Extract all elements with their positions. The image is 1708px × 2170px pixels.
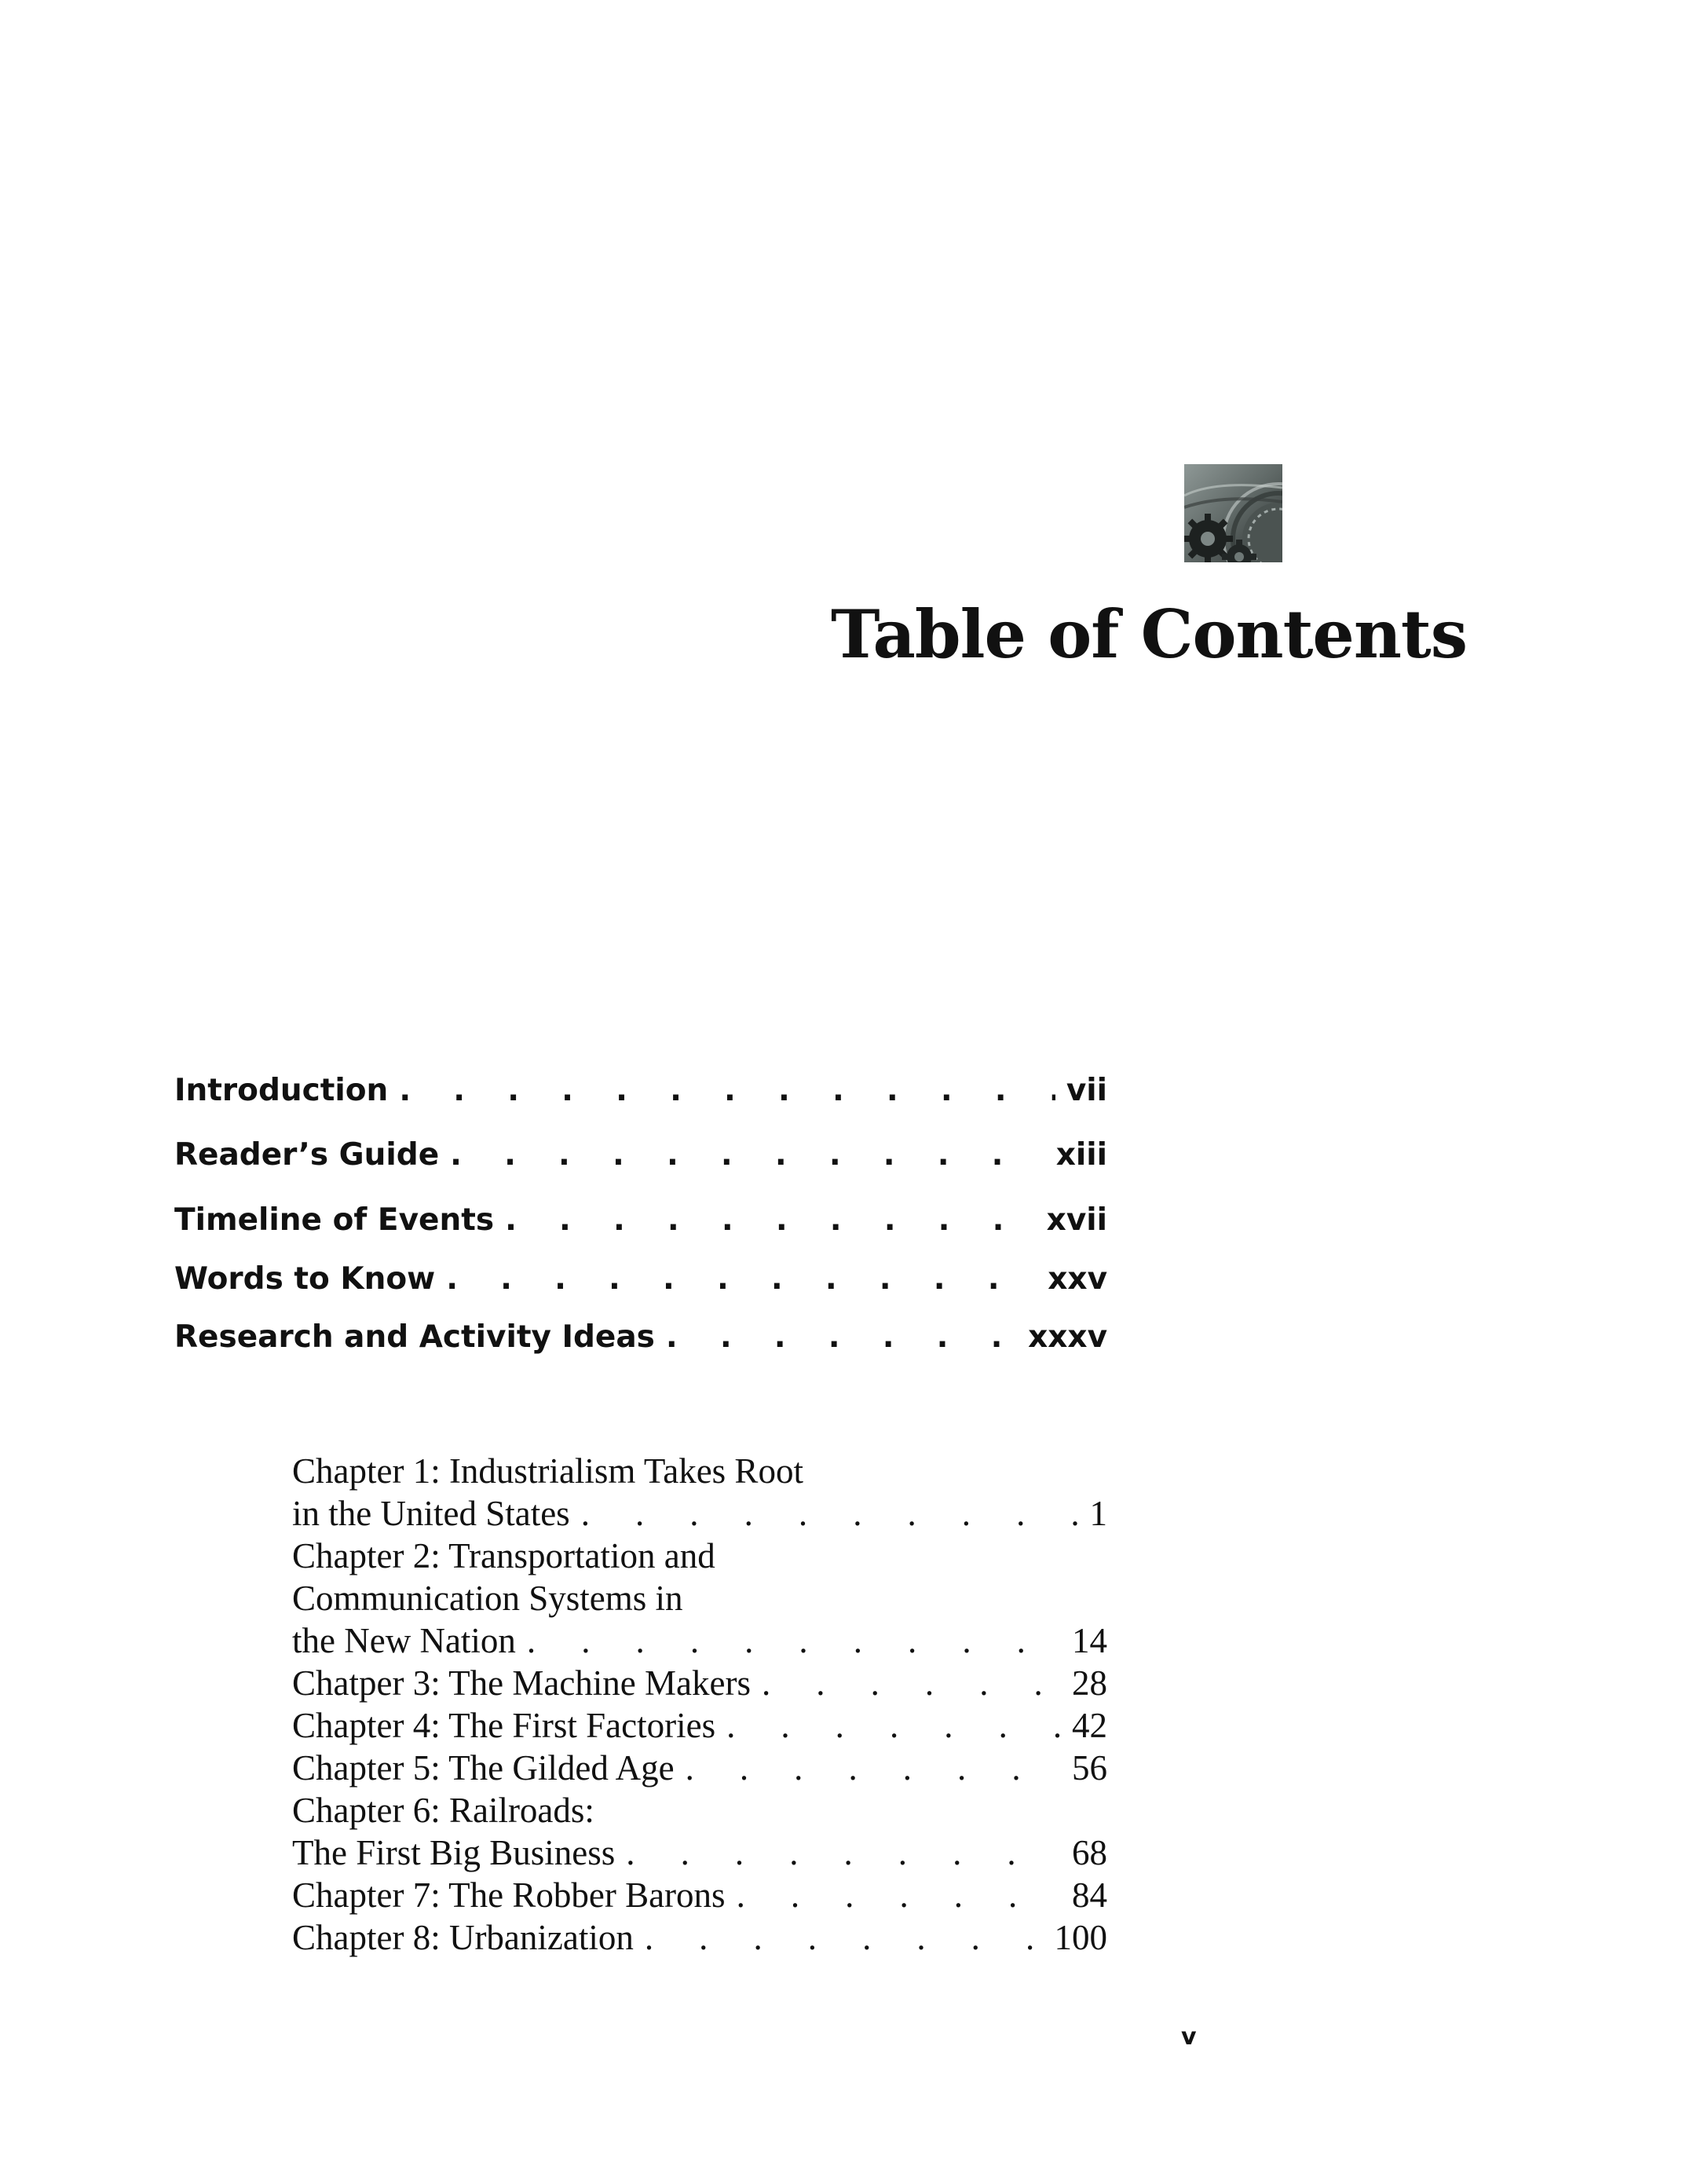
- toc-entry-label: Chapter 8: Urbanization: [292, 1918, 634, 1957]
- toc-entry-line: Chapter 1: Industrialism Takes Root: [292, 1451, 803, 1491]
- dot-leader: [516, 1619, 1061, 1662]
- dot-leader: [675, 1747, 1061, 1789]
- toc-entry-chapter-8[interactable]: [292, 1916, 1107, 1959]
- dot-leader: [615, 1832, 1061, 1874]
- toc-entry-readers-guide[interactable]: [174, 1137, 1107, 1176]
- toc-entry-research-and-activity-ideas[interactable]: [174, 1319, 1107, 1359]
- toc-entry-label: Timeline of Events: [174, 1202, 495, 1238]
- toc-entry-page: xvii: [1046, 1202, 1107, 1238]
- dot-leader: [726, 1874, 1061, 1916]
- chapter-list: [292, 1450, 1107, 1959]
- dot-leader: [494, 1202, 1036, 1238]
- dot-leader: [655, 1319, 1017, 1355]
- toc-entry-chapter-1[interactable]: [292, 1450, 1107, 1535]
- dot-leader: [751, 1662, 1061, 1704]
- toc-entry-page: 42: [1072, 1706, 1107, 1745]
- toc-entry-page: xiii: [1055, 1137, 1107, 1173]
- toc-entry-line: Communication Systems in: [292, 1579, 683, 1618]
- toc-entry-label: Introduction: [174, 1073, 389, 1108]
- toc-entry-words-to-know[interactable]: [174, 1261, 1107, 1301]
- toc-entry-chapter-5[interactable]: [292, 1747, 1107, 1789]
- toc-entry-page: 84: [1072, 1875, 1107, 1915]
- toc-entry-page: 56: [1072, 1748, 1107, 1788]
- toc-entry-chapter-3[interactable]: [292, 1662, 1107, 1704]
- toc-entry-label: Chapter 5: The Gilded Age: [292, 1748, 675, 1788]
- dot-leader: [634, 1916, 1044, 1959]
- toc-entry-page: xxv: [1048, 1261, 1107, 1297]
- toc-entry-page: 1: [1089, 1494, 1107, 1533]
- dot-leader: [435, 1261, 1037, 1297]
- dot-leader: [439, 1137, 1045, 1173]
- page-title: Table of Contents: [831, 595, 1467, 673]
- toc-entry-label: Chapter 4: The First Factories: [292, 1706, 716, 1745]
- gears-icon: [1184, 464, 1282, 562]
- toc-entry-label: Chatper 3: The Machine Makers: [292, 1663, 751, 1703]
- toc-entry-chapter-4[interactable]: [292, 1704, 1107, 1747]
- toc-entry-label: Chapter 7: The Robber Barons: [292, 1875, 726, 1915]
- toc-entry-label: Reader’s Guide: [174, 1137, 440, 1173]
- toc-entry-page: 68: [1072, 1833, 1107, 1872]
- toc-entry-label: The First Big Business: [292, 1833, 616, 1872]
- toc-entry-page: vii: [1066, 1073, 1107, 1108]
- toc-entry-page: xxxv: [1028, 1319, 1107, 1355]
- toc-entry-label: Words to Know: [174, 1261, 436, 1297]
- toc-entry-page: 14: [1072, 1621, 1107, 1660]
- toc-entry-chapter-7[interactable]: [292, 1874, 1107, 1916]
- toc-entry-page: 28: [1072, 1663, 1107, 1703]
- toc-entry-line: Chapter 6: Railroads:: [292, 1791, 594, 1830]
- toc-entry-introduction[interactable]: [174, 1073, 1107, 1112]
- toc-entry-label: the New Nation: [292, 1621, 516, 1660]
- dot-leader: [570, 1492, 1079, 1535]
- toc-entry-page: 100: [1054, 1918, 1107, 1957]
- page-number: v: [1181, 2023, 1197, 2051]
- toc-entry-label: Research and Activity Ideas: [174, 1319, 655, 1355]
- toc-entry-timeline-of-events[interactable]: [174, 1202, 1107, 1242]
- toc-entry-chapter-2[interactable]: [292, 1535, 1107, 1662]
- toc-entry-chapter-6[interactable]: [292, 1789, 1107, 1874]
- dot-leader: [715, 1704, 1061, 1747]
- toc-entry-line: Chapter 2: Transportation and: [292, 1536, 715, 1575]
- toc-entry-label: in the United States: [292, 1494, 570, 1533]
- dot-leader: [388, 1073, 1055, 1108]
